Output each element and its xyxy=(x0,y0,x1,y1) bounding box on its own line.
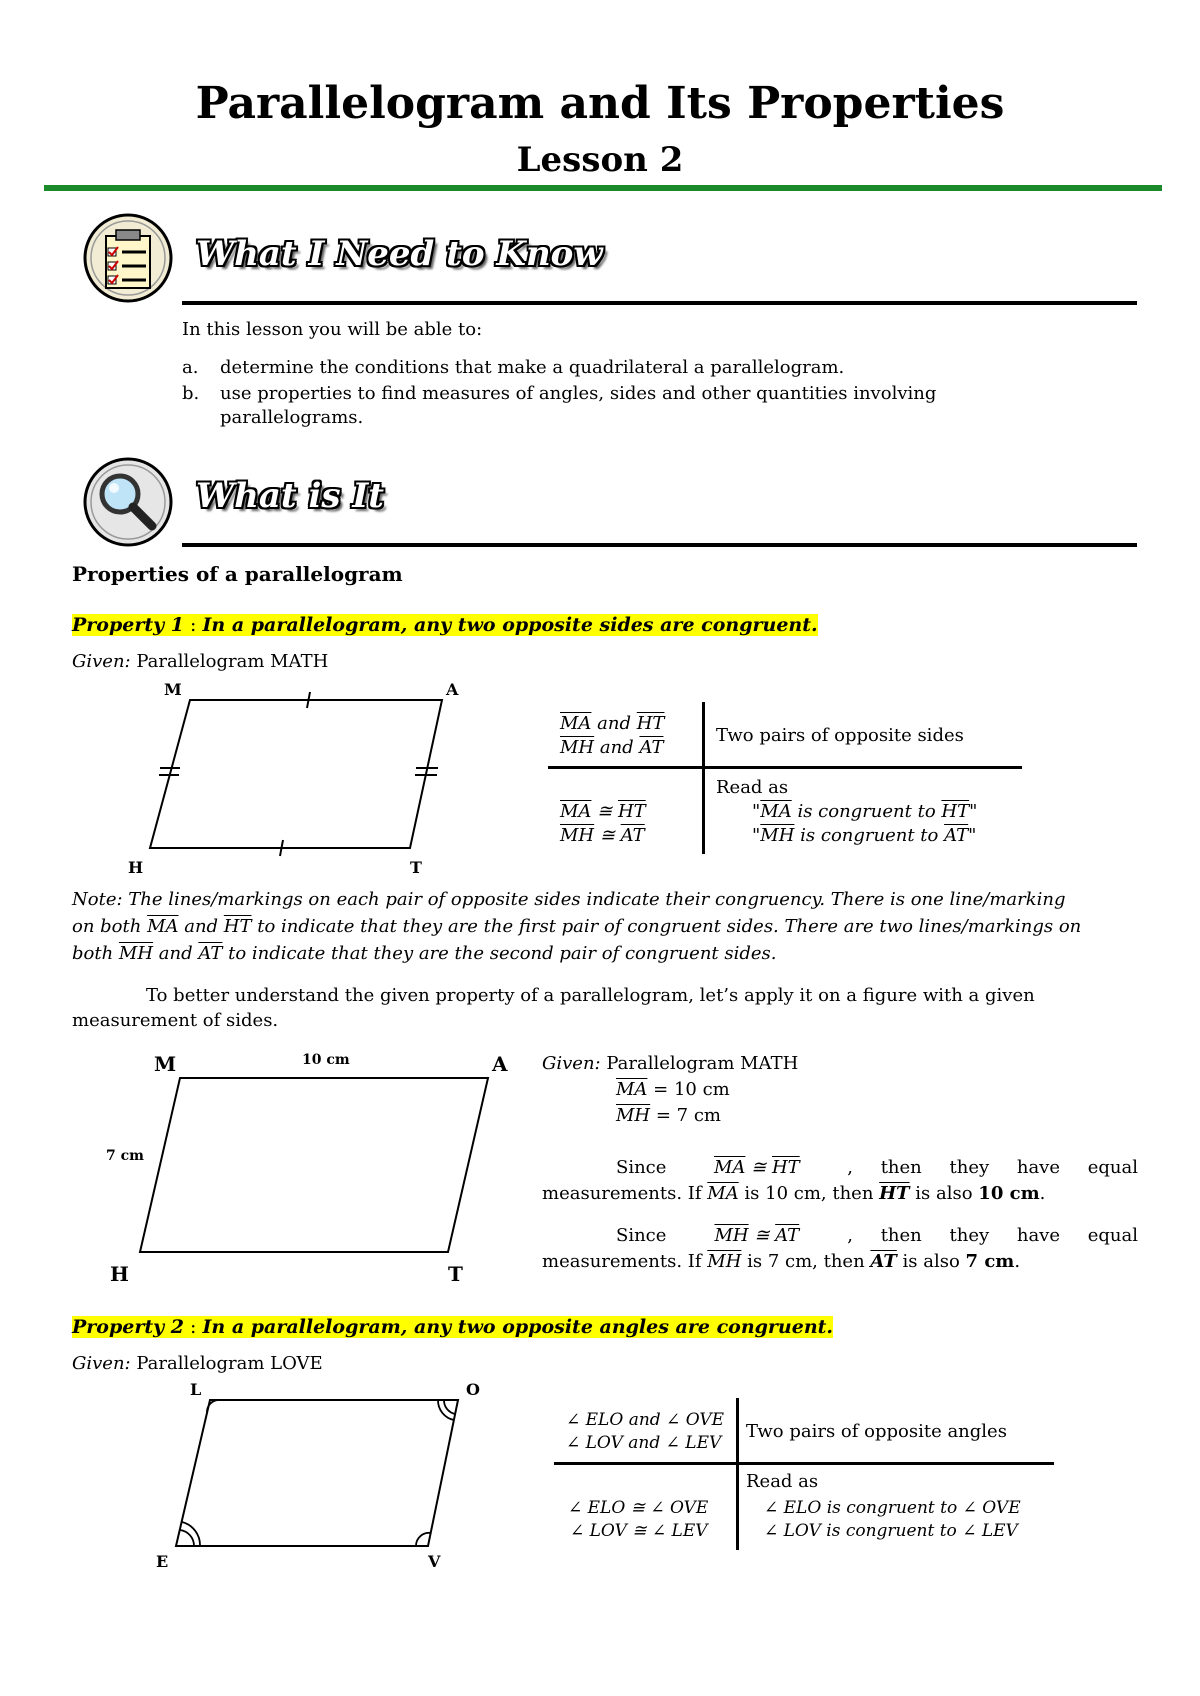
table-vline xyxy=(736,1398,739,1550)
section-heading-what-is-it: What is It xyxy=(196,476,384,516)
seg-mh: $\overline{MH}$ xyxy=(118,943,154,964)
seg-at: $\overline{AT}$ xyxy=(639,737,664,758)
seg-ht: $\overline{HT}$ xyxy=(879,1183,910,1204)
seg-ht: $\overline{HT}$ xyxy=(941,801,970,822)
seg-ht: $\overline{HT}$ xyxy=(636,713,665,734)
objective-b-text: use properties to find measures of angles, sides and other quantities involving xyxy=(220,383,937,404)
meas-2 xyxy=(542,1250,1020,1274)
note-text: and xyxy=(178,916,224,937)
vertex-v: V xyxy=(428,1552,441,1571)
property-2-text: In a parallelogram, any two opposite angles are congruent. xyxy=(202,1316,834,1338)
seg-ma: $\overline{MA}$ xyxy=(616,1079,648,1100)
since-2 xyxy=(616,1224,1138,1248)
seg-ma: $\overline{MA}$ xyxy=(714,1157,746,1178)
magnifying-glass-icon xyxy=(82,456,174,548)
table1-cong-1 xyxy=(560,800,646,824)
seg-ht: $\overline{HT}$ xyxy=(617,801,646,822)
cong-symbol: ≅ xyxy=(745,1157,772,1178)
apply-text-1: To better understand the given property of a parallelogram, let’s apply it on a figure with a given xyxy=(146,985,1035,1006)
property-1-statement xyxy=(72,614,818,636)
table2-header-right: Two pairs of opposite angles xyxy=(746,1421,1007,1442)
read-mid: is congruent to xyxy=(794,825,945,846)
lesson-subtitle: Lesson 2 xyxy=(516,140,684,180)
since-1 xyxy=(616,1156,1138,1180)
parallelogram-math-measured-figure xyxy=(120,1060,520,1270)
objective-b-marker: b. xyxy=(182,383,200,404)
given-label: Given: xyxy=(542,1053,601,1074)
seg-at: $\overline{AT}$ xyxy=(870,1251,897,1272)
note-text: to indicate that they are the second pair of congruent sides. xyxy=(222,943,777,964)
table2-read-1: ∠ ELO is congruent to ∠ OVE xyxy=(764,1498,1021,1518)
seg-mh: $\overline{MH}$ xyxy=(560,825,595,846)
seg-at: $\overline{AT}$ xyxy=(198,943,223,964)
period: . xyxy=(1039,1183,1046,1204)
mh-value: = 7 cm xyxy=(650,1105,721,1126)
page-title: Parallelogram and Its Properties xyxy=(195,78,1005,129)
quote: " xyxy=(752,825,761,846)
given2-title xyxy=(542,1052,798,1076)
property-2-label: Property 2 xyxy=(72,1316,185,1338)
parallelogram-math-figure xyxy=(120,676,470,876)
property-1-sep: : xyxy=(184,614,203,636)
section-rule xyxy=(182,301,1137,305)
vertex-h: H xyxy=(110,1262,129,1286)
seg-at: $\overline{AT}$ xyxy=(775,1225,800,1246)
seg-at: $\overline{AT}$ xyxy=(944,825,969,846)
seg-mh: $\overline{MH}$ xyxy=(714,1225,749,1246)
meas-value: 10 cm xyxy=(978,1183,1040,1204)
table1-row1-left xyxy=(560,712,664,736)
seg-ht: $\overline{HT}$ xyxy=(771,1157,800,1178)
apply-text-2: measurement of sides. xyxy=(72,1010,279,1031)
given2-ma xyxy=(616,1078,730,1102)
seg-ma: $\overline{MA}$ xyxy=(760,801,792,822)
given-text: Parallelogram LOVE xyxy=(130,1353,323,1374)
objective-a-marker: a. xyxy=(182,357,199,378)
seg-mh: $\overline{MH}$ xyxy=(560,737,595,758)
then-text: , then they have equal xyxy=(847,1225,1138,1246)
seg-ma: $\overline{MA}$ xyxy=(560,801,592,822)
vertex-o: O xyxy=(466,1380,480,1399)
table1-row2-left xyxy=(560,736,663,760)
property-1-given xyxy=(72,650,328,674)
meas-text: is also xyxy=(896,1251,966,1272)
side-length-top: 10 cm xyxy=(302,1052,350,1068)
given-label: Given: xyxy=(72,1353,131,1374)
and-text: and xyxy=(591,713,637,734)
table-hline xyxy=(548,766,1022,769)
table1-read-as: Read as xyxy=(716,777,789,798)
vertex-m: M xyxy=(154,1052,177,1076)
section-heading-what-i-need-to-know: What I Need to Know xyxy=(196,234,603,274)
property-2-given xyxy=(72,1352,323,1376)
table2-read-as: Read as xyxy=(746,1471,819,1492)
table2-row1-left: ∠ ELO and ∠ OVE xyxy=(566,1410,725,1430)
note-text: on both xyxy=(72,916,148,937)
note-text: both xyxy=(72,943,119,964)
meas-text: measurements. If xyxy=(542,1251,708,1272)
meas-value: 7 cm xyxy=(965,1251,1015,1272)
ma-value: = 10 cm xyxy=(647,1079,730,1100)
table2-read-2: ∠ LOV is congruent to ∠ LEV xyxy=(764,1521,1018,1541)
table-hline xyxy=(554,1462,1054,1465)
quote: " xyxy=(968,825,977,846)
given2-mh xyxy=(616,1104,721,1128)
parallelogram-love-figure xyxy=(160,1380,480,1560)
seg-ma: $\overline{MA}$ xyxy=(560,713,592,734)
properties-subheading: Properties of a parallelogram xyxy=(72,562,403,586)
objectives-intro: In this lesson you will be able to: xyxy=(182,319,483,340)
note-text: to indicate that they are the first pair of congruent sides. There are two lines/markings on xyxy=(251,916,1082,937)
section-rule xyxy=(182,543,1137,547)
property-1-label: Property 1 xyxy=(72,614,185,636)
cong-symbol: ≅ xyxy=(594,825,621,846)
side-length-left: 7 cm xyxy=(106,1148,144,1164)
vertex-t: T xyxy=(448,1262,463,1286)
vertex-a: A xyxy=(446,680,459,699)
given-text: Parallelogram MATH xyxy=(600,1053,799,1074)
table1-read-1 xyxy=(752,800,977,824)
seg-ma: $\overline{MA}$ xyxy=(147,916,179,937)
note-line-1: Note: The lines/markings on each pair of opposite sides indicate their congruency. There is one line/marking xyxy=(72,889,1066,910)
vertex-h: H xyxy=(128,858,144,877)
quote: " xyxy=(752,801,761,822)
table1-header-right: Two pairs of opposite sides xyxy=(716,725,964,746)
checklist-clipboard-icon xyxy=(82,212,174,304)
given-text: Parallelogram MATH xyxy=(130,651,329,672)
meas-1 xyxy=(542,1182,1045,1206)
seg-ht: $\overline{HT}$ xyxy=(223,916,252,937)
meas-text: is also xyxy=(909,1183,979,1204)
seg-ma: $\overline{MA}$ xyxy=(707,1183,739,1204)
seg-mh: $\overline{MH}$ xyxy=(707,1251,742,1272)
seg-mh: $\overline{MH}$ xyxy=(616,1105,651,1126)
vertex-e: E xyxy=(156,1552,169,1571)
then-text: , then they have equal xyxy=(847,1157,1138,1178)
period: . xyxy=(1014,1251,1021,1272)
cong-symbol: ≅ xyxy=(748,1225,776,1246)
meas-text: is 10 cm, then xyxy=(738,1183,880,1204)
note-line-3 xyxy=(72,940,1142,967)
table1-read-2 xyxy=(752,824,976,848)
cong-symbol: ≅ xyxy=(591,801,618,822)
vertex-l: L xyxy=(190,1380,202,1399)
seg-mh: $\overline{MH}$ xyxy=(760,825,795,846)
objective-a-text: determine the conditions that make a quadrilateral a parallelogram. xyxy=(220,357,845,378)
note-text: and xyxy=(153,943,199,964)
title-divider xyxy=(44,185,1162,191)
since-word: Since xyxy=(616,1225,667,1246)
and-text: and xyxy=(594,737,640,758)
property-2-statement xyxy=(72,1316,833,1338)
quote: " xyxy=(969,801,978,822)
vertex-t: T xyxy=(410,858,422,877)
meas-text: measurements. If xyxy=(542,1183,708,1204)
property-2-sep: : xyxy=(184,1316,203,1338)
objective-b-text-cont: parallelograms. xyxy=(220,407,364,428)
note-line-2 xyxy=(72,913,1142,940)
table-vline xyxy=(702,702,705,854)
since-word: Since xyxy=(616,1157,667,1178)
property-1-text: In a parallelogram, any two opposite sides are congruent. xyxy=(202,614,818,636)
vertex-a: A xyxy=(492,1052,508,1076)
given-label: Given: xyxy=(72,651,131,672)
vertex-m: M xyxy=(164,680,182,699)
meas-text: is 7 cm, then xyxy=(741,1251,871,1272)
table2-cong-2: ∠ LOV ≅ ∠ LEV xyxy=(570,1521,708,1541)
table2-cong-1: ∠ ELO ≅ ∠ OVE xyxy=(568,1498,709,1518)
read-mid: is congruent to xyxy=(791,801,942,822)
seg-at: $\overline{AT}$ xyxy=(620,825,645,846)
table2-row2-left: ∠ LOV and ∠ LEV xyxy=(566,1433,722,1453)
table1-cong-2 xyxy=(560,824,645,848)
